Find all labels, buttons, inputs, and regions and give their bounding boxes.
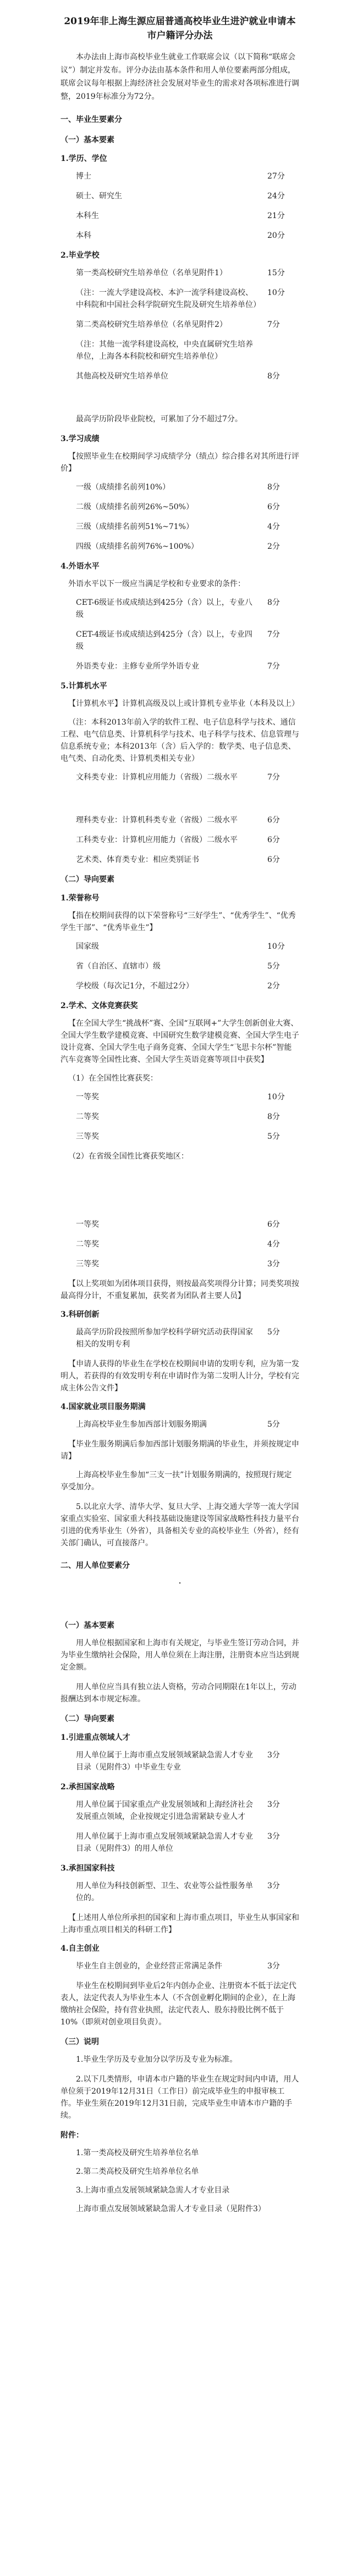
score-row: 本科 20分 — [76, 231, 285, 240]
explanation-heading: （三）说明 — [61, 2038, 99, 2046]
score-row: CET-6级证书或成绩达到425分（含）以上，专业八级 8分 — [76, 598, 280, 619]
explanation-item-2: 2.以下几类情形，申请本市户籍的毕业生在规定时间内申请，用人单位须于2019年12月31日（工作日）前完成毕业生的申报审核工作。毕业生须在2019年12月31日前，完成毕业生申请本市户籍的手续。 — [61, 2075, 299, 2120]
intro-paragraph: 本办法由上海市高校毕业生就业工作联席会议（以下简称“联席会议”）制定并发布。评分办法由基本条件和用人单位要素两部分组成，联席会议每年根据上海经济社会发展对毕业生的需求对各项标准进行调整，2019年标准分为72分。 — [61, 53, 299, 101]
contest-national-list — [61, 1091, 299, 1143]
school-heading: 2.毕业学校 — [61, 251, 100, 260]
score-row: 一等奖 6分 — [76, 1220, 280, 1229]
contest-regional-list — [61, 1219, 299, 1270]
research-heading: 3.科研创新 — [61, 1310, 100, 1319]
basic-factors-heading: （一）基本要素 — [61, 136, 114, 144]
education-heading: 1.学历、学位 — [61, 154, 107, 163]
contest-national-title: （1）在全国性比赛获奖： — [68, 1074, 158, 1083]
honor-heading: 1.荣誉称号 — [61, 894, 100, 903]
explanation-item-1: 1.毕业生学历及专业加分以学历及专业为标准。 — [76, 2055, 238, 2064]
score-row: 博士 27分 — [76, 172, 285, 181]
entrepreneurship-heading: 4.自主创业 — [61, 1944, 100, 1953]
spacer — [61, 1169, 299, 1219]
contest-regional-title: （2）在省级全国性比赛获奖地区： — [68, 1152, 189, 1161]
language-note: 外语水平以下一级应当满足学校和专业要求的条件： — [68, 580, 245, 588]
employer-orientation-heading: （二）导向要素 — [61, 1715, 114, 1723]
spacer — [61, 791, 299, 814]
score-row: 最高学历阶段按照所参加学校科学研究活动获得国家相关的发明专利 5分 — [76, 1328, 280, 1349]
language-heading: 4.外语水平 — [61, 562, 100, 571]
research-note: 【申请人获得的毕业生在学校在校期间申请的发明专利，应为第一发明人，若获得的有效发明专利在申请时作为第二发明人计分，学校有完成主体公告文件】 — [61, 1360, 299, 1393]
score-row: 本科生 21分 — [76, 212, 285, 220]
school-list — [61, 267, 299, 382]
part1-heading: 一、毕业生要素分 — [61, 115, 122, 124]
computer-list — [61, 771, 299, 866]
language-list — [61, 597, 299, 672]
computer-note-detail: （注：本科2013年前入学的软件工程、电子信息科学与技术、通信工程、电气信息类、计算机科学与技术、电子科学与技术、信息管理与信息系统专业；本科2013年（含）后入学的：数学类、电子信息类、电气类、自动化类、计算机类相关专业） — [61, 718, 299, 763]
grades-heading: 3.学习成绩 — [61, 435, 100, 443]
key-talent-heading: 1.引进重点领域人才 — [61, 1733, 130, 1742]
score-row: 学校级（每次记1分，不超过2分） 2分 — [76, 982, 280, 991]
employer-basic-paragraph-1: 用人单位根据国家和上海市有关规定，与毕业生签订劳动合同，并为毕业生缴纳社会保险，用人单位须在上海注册，注册资本应当达到规定金额。 — [61, 1639, 299, 1672]
score-row: 用人单位属于上海市重点发展领域紧缺急需人才专业目录（见附件3）的用人单位 3分 — [76, 1832, 280, 1853]
computer-note: 【计算机水平】计算机高级及以上或计算机专业毕业（本科及以上） — [68, 699, 299, 708]
document-title: 2019年非上海生源应届普通高校毕业生进沪就业申请本市户籍评分办法 — [64, 16, 296, 41]
honor-list — [61, 941, 299, 992]
school-note: 最高学历阶段毕业院校，可累加了分不超过7分。 — [76, 415, 243, 424]
score-row: 二级（成绩排名前列26%~50%） 6分 — [76, 503, 280, 511]
attachment-item: 3.上海市重点发展领域紧缺急需人才专业目录 — [76, 2186, 230, 2195]
score-row: 三级（成绩排名前列51%~71%） 4分 — [76, 522, 280, 531]
orientation-factors-heading: （二）导向要素 — [61, 875, 114, 884]
national-tech-note: 【上述用人单位所承担的国家和上海市重点项目，毕业生从事国家和上海市重点项目相关的科研工作】 — [61, 1913, 299, 1934]
score-row: 一级（成绩排名前列10%） 8分 — [76, 483, 280, 492]
national-tech-heading: 3.承担国家科技 — [61, 1864, 115, 1873]
score-row: 四级（成绩排名前列76%~100%） 2分 — [76, 542, 280, 551]
entrepreneurship-note: 毕业生在校期间到毕业后2年内创办企业、注册资本不低于法定代表人，法定代表人为毕业生本人（不含创业孵化期间的企业），在上海缴纳社会保险，持有营业执照，法定代表人、股东持股比例不低于10%（即须对创业项目负责）。 — [61, 1982, 296, 2027]
page-marker: • — [178, 1581, 182, 1587]
education-list — [61, 170, 299, 242]
score-row: 三等奖 5分 — [76, 1132, 280, 1141]
score-row: 用人单位属于国家重点产业发展领域和上海经济社会发展重点领域，企业按规定引进急需紧缺专业人才 3分 — [76, 1800, 280, 1821]
service-note: 【毕业生服务期满后参加西部计划服务期满的毕业生，并须按规定申请】 — [61, 1440, 299, 1461]
score-row: 第二类高校研究生培养单位（名单见附件2） 7分 — [76, 320, 280, 329]
employer-basic-paragraph-2: 用人单位应当具有独立法人资格，劳动合同期限在1年以上，劳动报酬达到本市规定标准。 — [61, 1683, 296, 1704]
score-row: 毕业生自主创业的，企业经营正常满足条件 3分 — [76, 1962, 280, 1971]
spacer — [61, 390, 299, 413]
score-row: 二等奖 8分 — [76, 1112, 280, 1121]
score-row: 文科类专业：计算机应用能力（省级）二级水平 7分 — [76, 773, 280, 782]
score-row: 外语类专业：主修专业所学外语专业 7分 — [76, 662, 280, 671]
score-row: 硕士、研究生 24分 — [76, 192, 285, 201]
contest-note: 【在全国大学生“挑战杯”赛、全国“互联网+”大学生创新创业大赛、全国大学生数学建模竞赛、中国研究生数学建模竞赛、全国大学生电子设计竞赛、全国大学生电子商务竞赛、全国大学生“飞思卡尔杯”智能汽车竞赛等全国性比赛、全国大学生英语竞赛等项目中获奖】 — [61, 1019, 299, 1064]
score-row: 三等奖 3分 — [76, 1260, 280, 1268]
score-row: 国家级 10分 — [76, 942, 285, 951]
score-row: 工科类专业：计算机应用能力（省级）二级水平 6分 — [76, 836, 280, 844]
attachment-item: 1.第一类高校及研究生培养单位名单 — [76, 2149, 199, 2157]
service-paragraph-1: 上海高校毕业生参加“三支一扶”计划服务期满的，按照现行规定享受加分。 — [61, 1471, 292, 1492]
employer-basic-heading: （一）基本要素 — [61, 1621, 114, 1630]
score-row: （注：一流大学建设高校、本沪一流学科建设高校、中科院和中国社会科学院研究生院及研究生培养单位） 10分 — [76, 288, 285, 309]
score-row: 第一类高校研究生培养单位（名单见附件1） 15分 — [76, 269, 285, 277]
national-strategy-heading: 2.承担国家战略 — [61, 1783, 115, 1791]
score-row: 一等奖 10分 — [76, 1093, 285, 1101]
score-row: 用人单位属于上海市重点发展领域紧缺急需人才专业目录（见附件3）中毕业生专业 3分 — [76, 1751, 280, 1772]
score-row: 二等奖 4分 — [76, 1240, 280, 1249]
service-heading: 4.国家就业项目服务期满 — [61, 1403, 146, 1411]
score-row: CET-4级证书或成绩达到425分（含）以上，专业四级 7分 — [76, 630, 280, 651]
score-row: 省（自治区、直辖市）级 5分 — [76, 962, 280, 971]
honor-note: 【指在校期间获得的以下荣誉称号“三好学生”、“优秀学生”、“优秀学生干部”、“优秀毕业生”】 — [61, 911, 296, 932]
computer-heading: 5.计算机水平 — [61, 682, 107, 691]
attachments-heading: 附件： — [61, 2131, 84, 2140]
contest-heading: 2.学术、文体竞赛获奖 — [61, 1002, 138, 1010]
score-row: 上海高校毕业生参加西部计划服务期满 5分 — [76, 1420, 280, 1429]
score-row: 理科类专业：计算机科类专业（省级）二级水平 6分 — [76, 816, 280, 825]
score-row: 用人单位为科技创新型、卫生、农业等公益性服务单位的。 3分 — [76, 1882, 280, 1902]
attachment-item: 2.第二类高校及研究生培养单位名单 — [76, 2167, 199, 2176]
spacer — [61, 1589, 299, 1612]
service-paragraph-2: 5.以北京大学、清华大学、复旦大学、上海交通大学等一流大学国家重点实验室、国家重大科技基础设施建设等国家战略性科技力量平台引进的优秀毕业生（外省），具备相关专业的高校毕业生（外省），经有关部门确认，可直接落户。 — [61, 1503, 299, 1548]
score-row: 艺术类、体育类专业：相应类别证书 6分 — [76, 855, 280, 864]
score-row: （注：其他一流学科建设高校，中央直属研究生培养单位，上海各本科院校和研究生培养单位） — [76, 340, 253, 361]
part2-heading: 二、用人单位要素分 — [61, 1561, 130, 1570]
contest-note-2: 【以上奖项如为团体项目获得，则按最高奖项得分计算；同类奖项按最高得分计，不重复累加，获奖者为团队者主要人员】 — [61, 1279, 299, 1300]
score-row: 其他高校及研究生培养单位 8分 — [76, 372, 280, 381]
grades-list — [61, 481, 299, 553]
footer-line: 上海市重点发展领域紧缺急需人才专业目录（见附件3） — [76, 2205, 266, 2213]
grades-note: 【按照毕业生在校期间学习成绩学分（绩点）综合排名对其所进行评价】 — [61, 452, 299, 473]
